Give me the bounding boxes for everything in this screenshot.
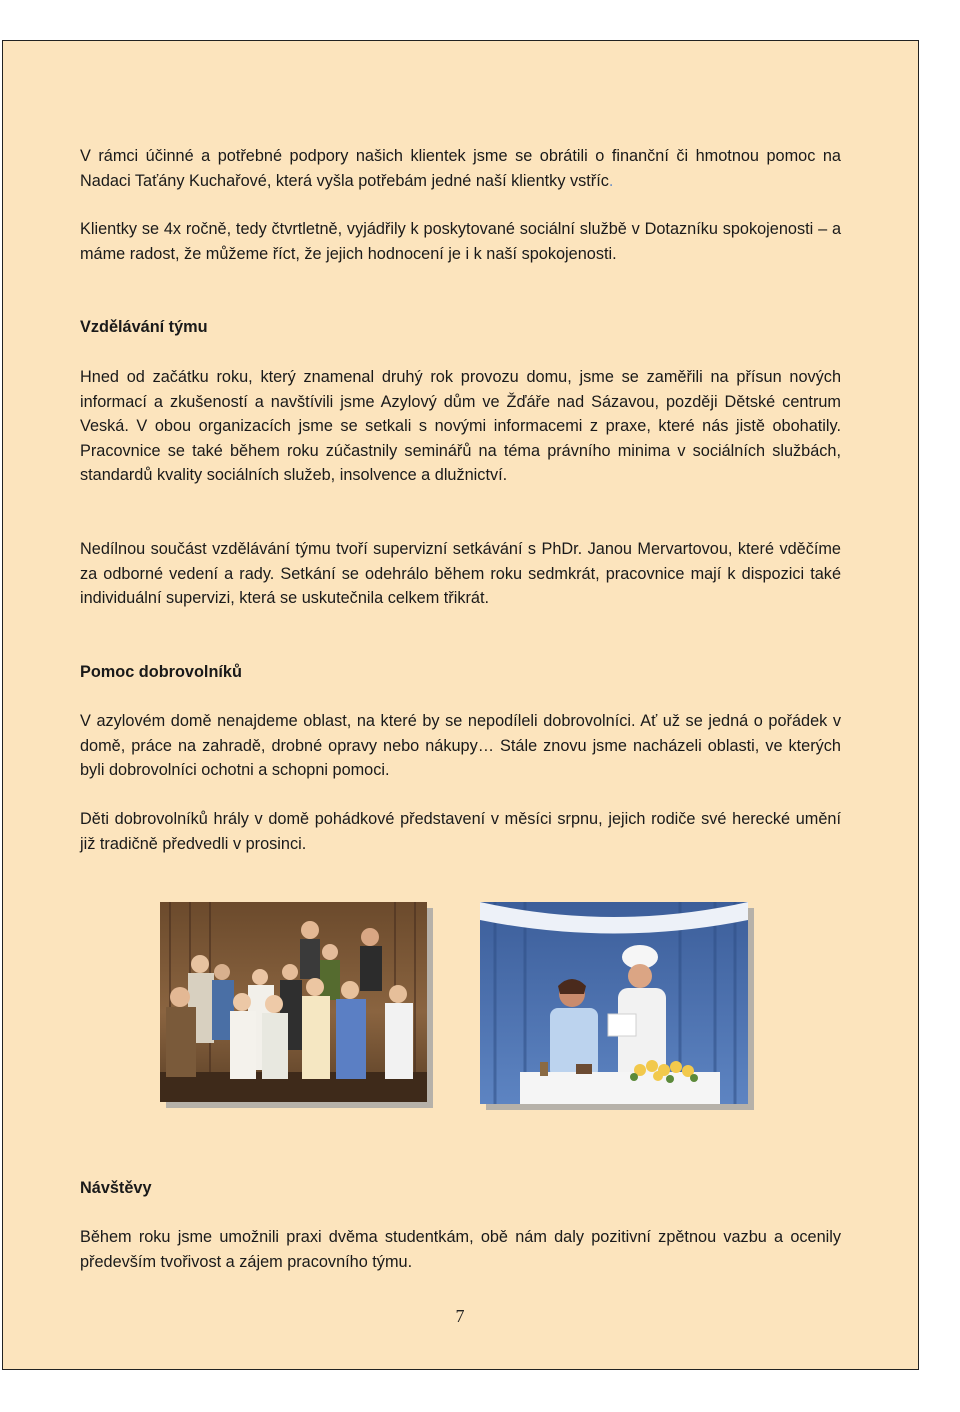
- visits-text: Během roku jsme umožnili praxi dvěma studentkám, obě nám daly pozitivní zpětnou vazbu a ocenily především tvořivost a zájem pracovního týmu.: [80, 1228, 841, 1271]
- photo-adults-performance: [480, 902, 748, 1104]
- page-number: 7: [455, 1306, 465, 1326]
- volunteers-text-2: Děti dobrovolníků hrály v domě pohádkové představení v měsíci srpnu, jejich rodiče své herecké umění již tradičně předvedli v prosinci.: [80, 810, 841, 853]
- education-paragraph-1: [80, 365, 841, 488]
- visits-paragraph: [80, 1225, 841, 1274]
- support-paragraph: [80, 144, 841, 193]
- heading-education: Vzdělávání týmu: [80, 318, 208, 336]
- volunteers-paragraph-1: [80, 709, 841, 783]
- adults-performance-image: [480, 902, 748, 1104]
- satisfaction-text: Klientky se 4x ročně, tedy čtvrtletně, vyjádřily k poskytované sociální službě v Dotazníku spokojenosti – a máme radost, že můžeme říct, že jejich hodnocení je i k naší spokojenosti.: [80, 220, 841, 263]
- visits-heading-block: [80, 1176, 841, 1201]
- support-text: V rámci účinné a potřebné podpory našich klientek jsme se obrátili o finanční či hmotnou pomoc na Nadaci Taťány Kuchařové, která vyšla potřebám jedné naší klientky vstříc: [80, 147, 841, 190]
- education-text-2: Nedílnou součást vzdělávání týmu tvoří supervizní setkávání s PhDr. Janou Mervartovou, které vděčíme za odborné vedení a rady. Setkání se odehrálo během roku sedmkrát, pracovnice mají k dispozici také individuální supervizi, která se uskutečnila celkem třikrát.: [80, 540, 841, 607]
- heading-visits: Návštěvy: [80, 1179, 152, 1197]
- support-dot: .: [608, 171, 614, 190]
- education-paragraph-2: [80, 537, 841, 611]
- children-performance-image: [160, 902, 427, 1102]
- satisfaction-paragraph: [80, 217, 841, 266]
- education-heading-block: [80, 315, 841, 340]
- volunteers-paragraph-2: [80, 807, 841, 856]
- heading-volunteers: Pomoc dobrovolníků: [80, 663, 242, 681]
- education-text-1: Hned od začátku roku, který znamenal druhý rok provozu domu, jsme se zaměřili na přísun nových informací a zkušeností a navštívili jsme Azylový dům ve Žďáře nad Sázavou, později Dětské centrum Veská. V obou organizacích jsme se setkali s novými informacemi z praxe, které nás jistě obohatily. Pracovnice se také během roku zúčastnily seminářů na téma právního minima v sociálních službách, standardů kvality sociálních služeb, insolvence a dlužnictví.: [80, 368, 841, 484]
- photo-children-performance: [160, 902, 427, 1102]
- volunteers-text-1: V azylovém domě nenajdeme oblast, na které by se nepodíleli dobrovolníci. Ať už se jedná o pořádek v domě, práce na zahradě, drobné opravy nebo nákupy… Stále znovu jsme nacházeli oblasti, ve kterých byli dobrovolníci ochotni a schopni pomoci.: [80, 712, 841, 779]
- volunteers-heading-block: [80, 660, 841, 685]
